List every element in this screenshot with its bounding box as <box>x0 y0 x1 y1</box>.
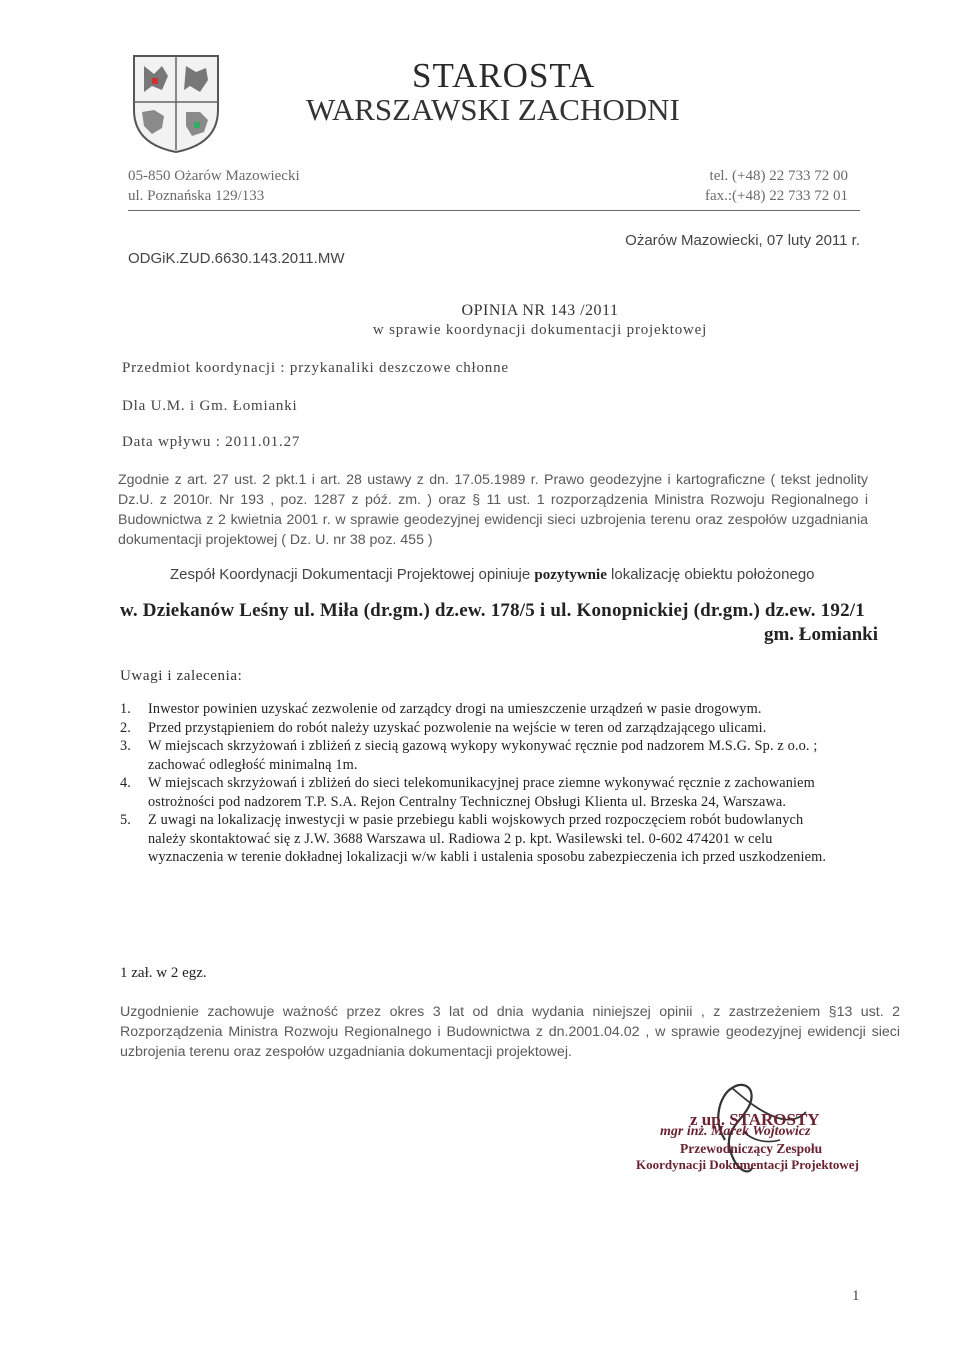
attachment-note: 1 zał. w 2 egz. <box>120 965 207 981</box>
coat-of-arms-icon <box>130 52 222 154</box>
header-divider <box>128 210 860 211</box>
item-number: 4. <box>120 775 132 791</box>
coordination-subject: Przedmiot koordynacji : przykanaliki deszczowe chłonne <box>122 360 509 376</box>
statement-verdict: pozytywnie <box>534 567 607 583</box>
reference-number: ODGiK.ZUD.6630.143.2011.MW <box>128 250 345 267</box>
statement-after: lokalizację obiektu położonego <box>606 566 815 583</box>
statement-before: Zespół Koordynacji Dokumentacji Projektowej opiniuje <box>170 566 535 583</box>
item-text: Z uwagi na lokalizację inwestycji w pasie przebiegu kabli wojskowych przed rozpoczęciem robót budowlanych należy skontaktować się z J.W. 3688 Warszawa ul. Radiowa 2 p. kpt. Wasilewski tel. 0-602 474201 w celu wyznaczenia w terenie dokładnej lokalizacji w/w kabli i ustalenia sposobu zabezpieczenia ich przed uszkodzeniem. <box>148 812 827 865</box>
address-line-2: ul. Poznańska 129/133 <box>128 188 265 204</box>
item-number: 5. <box>120 812 132 828</box>
list-item <box>120 700 840 719</box>
opinion-statement <box>170 566 815 584</box>
item-number: 3. <box>120 738 132 754</box>
remarks-list <box>120 700 840 867</box>
header-title: STAROSTA <box>412 56 596 95</box>
list-item <box>120 774 840 811</box>
stamp-line-2: mgr inż. Marek Wojtowicz <box>660 1124 811 1139</box>
list-item <box>120 737 840 774</box>
recipient: Dla U.M. i Gm. Łomianki <box>122 398 298 414</box>
stamp-line-4: Koordynacji Dokumentacji Projektowej <box>636 1157 859 1172</box>
opinion-subtitle: w sprawie koordynacji dokumentacji projektowej <box>372 322 708 338</box>
opinion-title: OPINIA NR 143 /2011 <box>461 302 619 319</box>
item-text: W miejscach skrzyżowań i zbliżeń z siecią gazową wykopy wykonywać ręcznie pod nadzorem M.S.G. Sp. z o.o. ; zachować odległość minimalną 1m. <box>148 738 818 773</box>
validity-note: Uzgodnienie zachowuje ważność przez okres 3 lat od dnia wydania niniejszej opinii , z zastrzeżeniem §13 ust. 2 Rozporządzenia Ministra Rozwoju Regionalnego i Budownictwa z dn.2001.04.02 , w sprawie geodezyjnej ewidencji sieci uzbrojenia terenu oraz zespołów uzgadniania dokumentacji projektowej. <box>120 1004 900 1060</box>
header-contact <box>705 166 848 206</box>
stamp-line-3: Przewodniczący Zespołu <box>680 1141 823 1156</box>
location-line-1: w. Dziekanów Leśny ul. Miła (dr.gm.) dz.ew. 178/5 i ul. Konopnickiej (dr.gm.) dz.ew. 192/1 <box>120 600 865 621</box>
list-item <box>120 811 840 867</box>
item-number: 2. <box>120 719 132 736</box>
location-line-2: gm. Łomianki <box>763 624 878 645</box>
header-subtitle: WARSZAWSKI ZACHODNI <box>306 92 680 127</box>
address-line-1: 05-850 Ożarów Mazowiecki <box>128 168 300 184</box>
stamp-line-1: z up. STAROSTY <box>690 1110 820 1129</box>
header-address <box>128 166 300 206</box>
legal-basis: Zgodnie z art. 27 ust. 2 pkt.1 i art. 28 ustawy z dn. 17.05.1989 r. Prawo geodezyjne i kartograficzne ( tekst jednolity Dz.U. z 2010r. Nr 193 , poz. 1287 z póź. zm. ) oraz § 11 ust. 1 rozporządzenia Ministra Rozwoju Regionalnego i Budownictwa z 2 kwietnia 2001 r. w sprawie geodezyjnej ewidencji sieci uzbrojenia terenu oraz zespołów uzgadniania dokumentacji projektowej ( Dz. U. nr 38 poz. 455 ) <box>118 472 868 548</box>
item-number: 1. <box>120 701 132 717</box>
item-text: Inwestor powinien uzyskać zezwolenie od zarządcy drogi na umieszczenie urządzeń w pasie drogowym. <box>148 701 762 717</box>
item-text: Przed przystąpieniem do robót należy uzyskać pozwolenie na wejście w teren od zarządzającego ulicami. <box>148 719 767 736</box>
phone-number: tel. (+48) 22 733 72 00 <box>709 168 848 184</box>
receipt-date: Data wpływu : 2011.01.27 <box>122 434 301 450</box>
page-number: 1 <box>852 1288 860 1304</box>
list-item <box>120 719 840 738</box>
item-text: W miejscach skrzyżowań i zbliżeń do sieci telekomunikacyjnej prace ziemne wykonywać ręcznie z zachowaniem ostrożności pod nadzorem T.P. S.A. Rejon Centralny Technicznej Obsługi Klienta ul. Brzeska 24, Warszawa. <box>148 775 815 810</box>
remarks-label: Uwagi i zalecenia: <box>120 668 243 684</box>
place-date: Ożarów Mazowiecki, 07 luty 2011 r. <box>625 232 860 249</box>
fax-number: fax.:(+48) 22 733 72 01 <box>704 188 848 204</box>
